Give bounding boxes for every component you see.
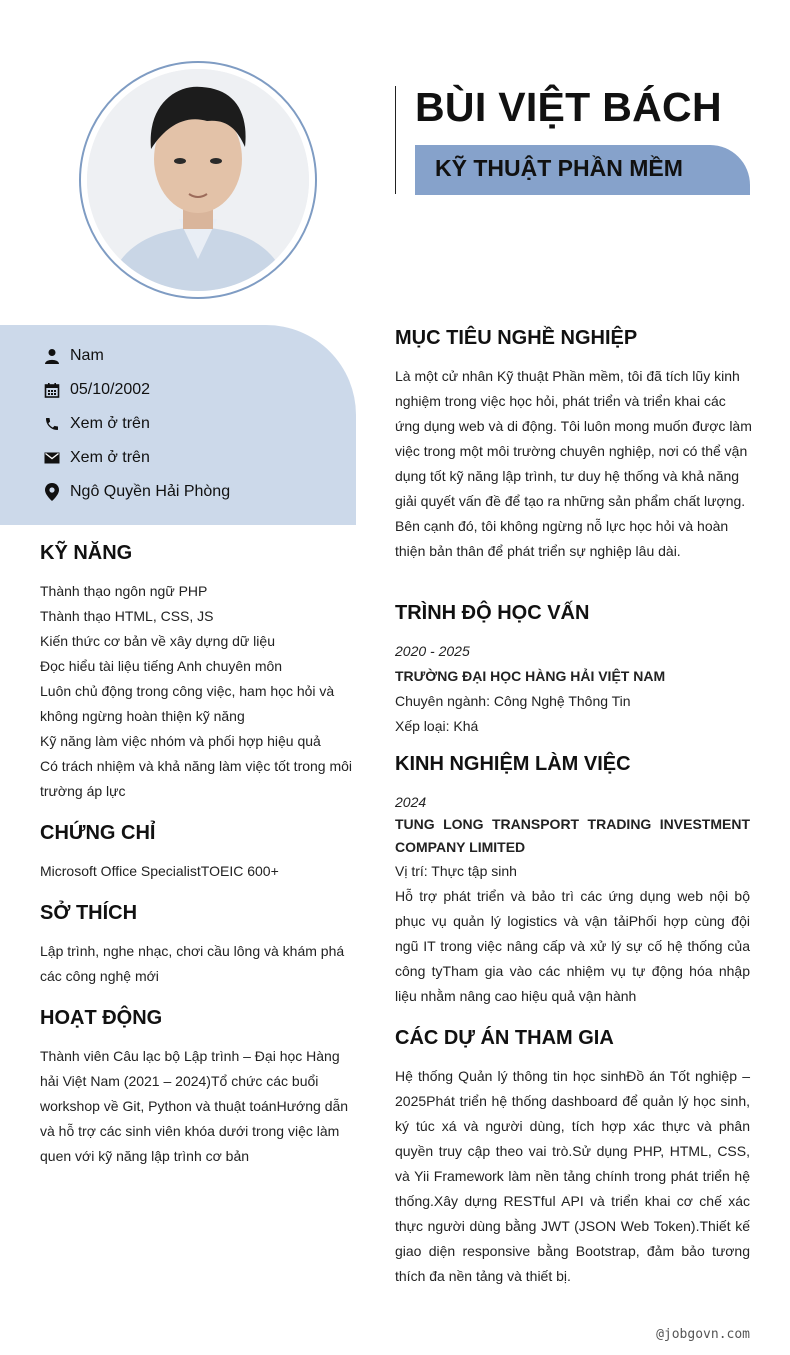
mail-icon [42, 448, 62, 468]
contact-address: Ngô Quyền Hải Phòng [42, 480, 230, 504]
education-rank: Xếp loại: Khá [395, 718, 479, 734]
skills-heading: KỸ NĂNG [40, 542, 133, 564]
certificates-text: Microsoft Office SpecialistTOEIC 600+ [40, 863, 279, 879]
hobbies-heading: SỞ THÍCH [40, 902, 138, 924]
skills-list [40, 579, 358, 804]
projects-description: Hệ thống Quản lý thông tin học sinhĐồ án Tốt nghiệp – 2025Phát triển hệ thống dashboard để quản lý học sinh, ký túc xá và người dùng, tích hợp xác thực và phân quyền truy cập theo vai trò.Sử dụng PHP, HTML, CSS, và Yii Framework làm nền tảng chính trong phát triển hệ thống.Xây dựng RESTful API và triển khai cơ chế xác thực người dùng bằng JWT (JSON Web Token).Thiết kế giao diện responsive bằng Bootstrap, đảm bảo tương thích đa nền tảng và thiết bị. [395, 1068, 750, 1284]
objective-text: Là một cử nhân Kỹ thuật Phần mềm, tôi đã tích lũy kinh nghiệm trong việc học hỏi, phát triển và triển khai các ứng dụng web và di động. Tôi luôn mong muốn được làm việc trong một môi trường chuyên nghiệp, nơi có thể vận dụng tốt kỹ năng lập trình, tư duy hệ thống và khả năng giải quyết vấn đề để tạo ra những sản phẩm chất lượng. Bên cạnh đó, tôi không ngừng nỗ lực học hỏi và hoàn thiện bản thân để phát triển sự nghiệp lâu dài. [395, 368, 752, 559]
calendar-icon [42, 380, 62, 400]
experience-heading: KINH NGHIỆM LÀM VIỆC [395, 753, 631, 775]
skill-line: Thành thạo HTML, CSS, JS [40, 608, 214, 624]
experience-company: TUNG LONG TRANSPORT TRADING INVESTMENT COMPANY LIMITED [395, 816, 750, 855]
skill-line: Kiến thức cơ bản về xây dựng dữ liệu [40, 633, 275, 649]
footer-watermark: @jobgovn.com [656, 1327, 750, 1342]
education-school: TRƯỜNG ĐẠI HỌC HÀNG HẢI VIỆT NAM [395, 668, 666, 684]
phone-icon [42, 414, 62, 434]
experience-position: Vị trí: Thực tập sinh [395, 863, 517, 879]
skill-line: Kỹ năng làm việc nhóm và phối hợp hiệu quả [40, 733, 321, 749]
education-block [395, 639, 750, 739]
name-divider [395, 86, 396, 194]
job-title-banner [415, 145, 750, 195]
experience-position-block [395, 859, 750, 884]
skill-line: Thành thạo ngôn ngữ PHP [40, 583, 208, 599]
person-icon [42, 346, 62, 366]
skill-line: Có trách nhiệm và khả năng làm việc tốt trong môi [40, 758, 353, 774]
education-heading: TRÌNH ĐỘ HỌC VẤN [395, 602, 590, 624]
hobbies-text: Lập trình, nghe nhạc, chơi cầu lông và khám phá các công nghệ mới [40, 943, 345, 984]
objective-heading: MỤC TIÊU NGHỀ NGHIỆP [395, 327, 638, 349]
skill-line: trường áp lực [40, 783, 126, 799]
contact-gender: Nam [42, 344, 104, 368]
activities-heading: HOẠT ĐỘNG [40, 1007, 163, 1029]
experience-description: Hỗ trợ phát triển và bảo trì các ứng dụng web nội bộ phục vụ quản lý logistics và vận tảiPhối hợp cùng đội ngũ IT trong việc nâng cấp và xử lý sự cố hệ thống của công tyTham gia vào các nhiệm vụ tự động hóa nhập liệu nhằm nâng cao hiệu quả vận hành [395, 888, 750, 1004]
projects-heading: CÁC DỰ ÁN THAM GIA [395, 1027, 614, 1049]
experience-year: 2024 [395, 794, 427, 810]
skill-line: Đọc hiểu tài liệu tiếng Anh chuyên môn [40, 658, 283, 674]
certificates-heading: CHỨNG CHỈ [40, 822, 156, 844]
contact-phone: Xem ở trên [42, 412, 150, 436]
experience-block [395, 790, 750, 815]
job-title: KỸ THUẬT PHẦN MỀM [435, 155, 683, 181]
activities-text: Thành viên Câu lạc bộ Lập trình – Đại học Hàng hải Việt Nam (2021 – 2024)Tổ chức các buổi workshop về Git, Python và thuật toánHướng dẫn và hỗ trợ các sinh viên khóa dưới trong việc làm quen với kỹ năng lập trình cơ bản [40, 1048, 349, 1164]
education-period: 2020 - 2025 [395, 643, 470, 659]
contact-birthdate: 05/10/2002 [42, 378, 150, 402]
location-pin-icon [42, 482, 62, 502]
skill-line: Luôn chủ động trong công việc, ham học hỏi và [40, 683, 335, 699]
contact-email: Xem ở trên [42, 446, 150, 470]
skill-line: không ngừng hoàn thiện kỹ năng [40, 708, 245, 724]
avatar [87, 69, 309, 291]
education-major: Chuyên ngành: Công Nghệ Thông Tin [395, 693, 631, 709]
candidate-name: BÙI VIỆT BÁCH [415, 84, 722, 130]
